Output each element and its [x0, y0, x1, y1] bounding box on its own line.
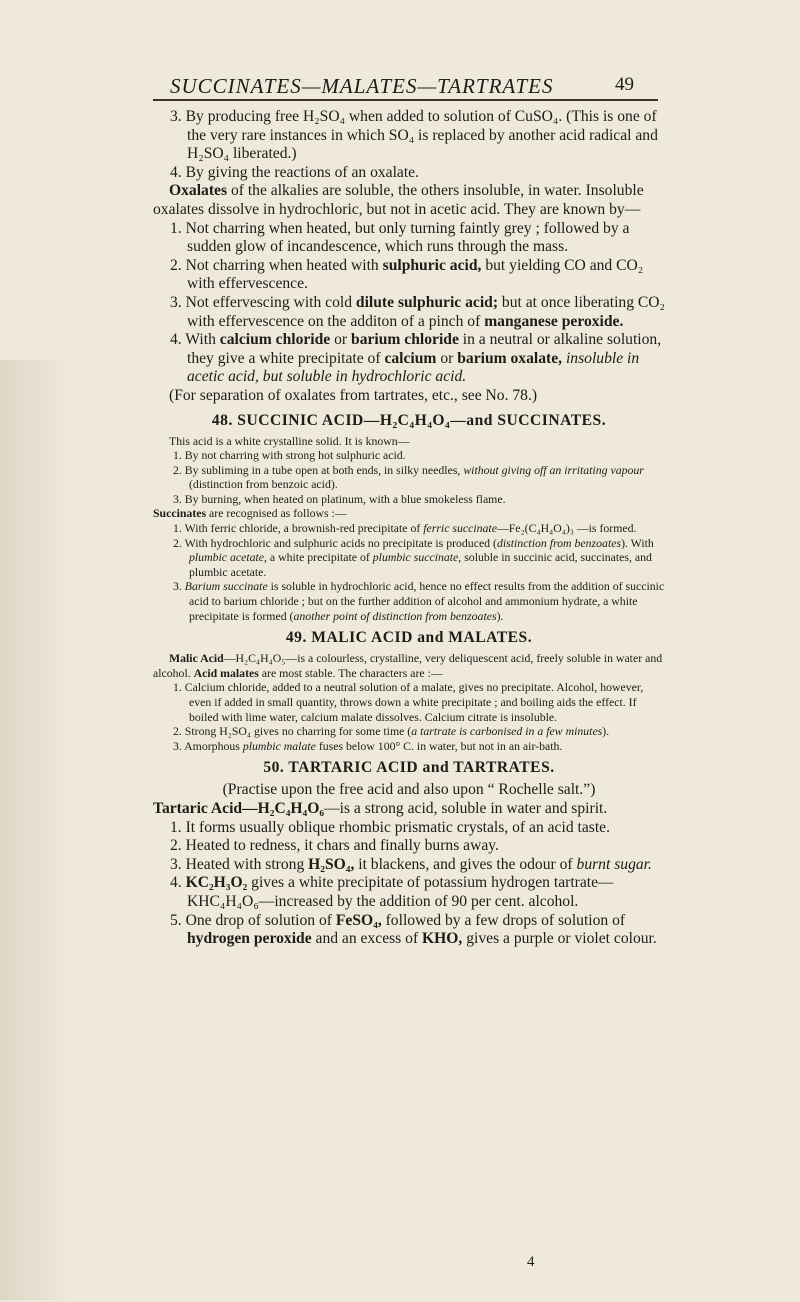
text: a white precipitate of: [266, 550, 373, 565]
oxalates-item-4: [153, 331, 665, 387]
text: but at once liberating CO₂ with effervescence on the additon of a pinch of: [187, 293, 665, 330]
text: is soluble in hydrochloric acid, hence no effect results from the addition of succinic acid to barium chloride ; but on the further addition of alcohol and ammonium hydrate, a white precipitate is formed (: [189, 579, 665, 623]
section-48-body: [153, 434, 665, 624]
section-50-body: [153, 781, 665, 948]
text: 2. Strong H₂SO₄ gives no charring for some time (: [173, 724, 412, 739]
text: 2. By subliming in a tube open at both ends, in silky needles,: [173, 462, 464, 477]
emph: calcium chloride: [219, 331, 331, 349]
running-title: SUCCINATES—MALATES—TARTRATES: [170, 74, 554, 98]
italic: a tartrate is carbonised in a few minutes: [411, 724, 603, 739]
header-rule: [153, 99, 658, 101]
emph: H₂SO₄,: [308, 855, 355, 873]
s48-item-3: 3. By burning, when heated on platinum, with a blue smokeless flame.: [173, 491, 506, 506]
emph: sulphuric acid,: [382, 256, 482, 274]
item-4: 4. By giving the reactions of an oxalate.: [170, 163, 419, 181]
s49-item-1: 1. Calcium chloride, added to a neutral solution of a malate, gives no precipitate. Alcohol, however, even if added in small quantity, throws down a white precipitate ; and boiling aids the effect. If boiled with lime water, calcium malate dissolves. Calcium citrate is insoluble.: [173, 680, 644, 724]
italic: distinction from benzoates: [496, 535, 622, 550]
emph: KC₂H₃O₂: [185, 874, 248, 892]
section-48-heading: 48. SUCCINIC ACID—H₂C₄H₄O₄—and SUCCINATES.: [211, 411, 607, 429]
text: ).: [496, 608, 504, 623]
text: 3. Not effervescing with cold: [170, 293, 356, 311]
page-stain: [0, 360, 70, 1300]
text: 4.: [170, 874, 186, 892]
text: gives a white precipitate of potassium hydrogen tartrate— KHC₄H₄O₆—increased by the addition of 90 per cent. alcohol.: [187, 874, 614, 910]
italic: burnt sugar.: [576, 855, 652, 873]
section-49-heading: 49. MALIC ACID and MALATES.: [285, 629, 533, 647]
succinates-item-1: [153, 521, 665, 536]
italic: insoluble in acetic acid, but soluble in hydrochloric acid.: [187, 349, 640, 386]
text: or: [330, 331, 352, 349]
text: 4. With: [170, 331, 220, 349]
oxalates-note: (For separation of oxalates from tartrates, etc., see No. 78.): [169, 386, 538, 404]
text: and an excess of: [311, 930, 423, 948]
page-number: 49: [615, 74, 634, 95]
oxalates-lead-rest: of the alkalies are soluble, the others insoluble, in water. Insoluble oxalates dissolve in hydrochloric, but not in acetic acid. They are known by—: [153, 182, 644, 218]
text: but yielding CO and CO₂ with effervescence.: [187, 256, 644, 293]
emph: Tartaric Acid—H₂C₄H₄O₆: [153, 799, 325, 817]
s50-item-3: [153, 856, 665, 875]
oxalates-intro: [153, 182, 665, 219]
signature-mark: 4: [527, 1254, 535, 1270]
s50-item-2: 2. Heated to redness, it chars and finally burns away.: [170, 837, 499, 855]
text: —is a strong acid, soluble in water and spirit.: [324, 799, 608, 817]
oxalates-item-1: 1. Not charring when heated, but only turning faintly grey ; followed by a sudden glow of incandescence, which runs through the mass.: [170, 219, 630, 256]
s50-item-4: [153, 874, 665, 911]
s48-item-2: [153, 463, 665, 492]
text: (distinction from benzoic acid).: [189, 477, 338, 492]
s50-practise: (Practise upon the free acid and also upon “ Rochelle salt.”): [222, 781, 596, 799]
s50-item-5: [153, 912, 665, 949]
s49-item-2: [153, 724, 665, 739]
text: or: [436, 349, 458, 367]
text: 3.: [173, 579, 185, 594]
s49-item-3: [153, 739, 665, 754]
emph: barium chloride: [351, 331, 459, 349]
text: followed by a few drops of solution of: [381, 911, 626, 929]
oxalates-item-2: [153, 257, 665, 294]
page-body: [153, 108, 665, 949]
text: 2. With hydrochloric and sulphuric acids no precipitate is produced (: [173, 535, 497, 550]
italic: plumbic succinate,: [372, 550, 462, 565]
text: it blackens, and gives the odour of: [354, 855, 577, 873]
text: are recognised as follows :—: [206, 506, 347, 521]
item-3: 3. By producing free H₂SO₄ when added to solution of CuSO₄. (This is one of the very rare instances in which SO₄ is replaced by another acid radical and H₂SO₄ liberated.): [170, 108, 658, 163]
emph: manganese peroxide.: [484, 312, 624, 330]
s49-intro: [153, 651, 665, 680]
s50-item-1: 1. It forms usually oblique rhombic prismatic crystals, of an acid taste.: [170, 818, 610, 836]
succinates-intro: [153, 506, 665, 521]
emph: barium oxalate,: [457, 349, 563, 367]
section-50-heading: 50. TARTARIC ACID and TARTRATES.: [263, 759, 555, 777]
italic: plumbic acetate,: [189, 550, 267, 565]
text: ).: [602, 724, 610, 739]
emph: calcium: [384, 349, 437, 367]
succinates-item-2: [153, 536, 665, 580]
emph: hydrogen peroxide: [187, 930, 312, 948]
oxalates-item-3: [153, 294, 665, 331]
text: 2. Not charring when heated with: [170, 256, 383, 274]
emph: Malic Acid: [169, 651, 224, 666]
text: soluble in succinic acid, succinates, and plumbic acetate.: [189, 550, 652, 579]
italic: plumbic malate: [242, 738, 316, 753]
text: are most stable. The characters are :—: [258, 665, 443, 680]
text: —Fe₂(C₄H₄O₄)₃ —is formed.: [496, 521, 637, 536]
text: gives a purple or violet colour.: [462, 930, 657, 948]
s48-item-1: 1. By not charring with strong hot sulphuric acid.: [173, 448, 406, 463]
text: 3. Amorphous: [173, 738, 243, 753]
section-49-body: [153, 651, 665, 753]
text: 1. With ferric chloride, a brownish-red precipitate of: [173, 521, 424, 536]
italic: Barium succinate: [184, 579, 268, 594]
text: —H₂C₄H₄O₅—is a colourless, crystalline, very deliquescent acid, freely soluble in water and alcohol.: [153, 651, 663, 680]
emph: dilute sulphuric acid;: [355, 293, 499, 311]
italic: without giving off an irritating vapour: [463, 462, 644, 477]
s48-intro: This acid is a white crystalline solid. It is known—: [169, 433, 410, 448]
emph: Succinates: [153, 506, 207, 521]
text: 3. Heated with strong: [170, 855, 309, 873]
oxalates-lead: Oxalates: [169, 182, 228, 200]
text: ). With: [621, 535, 654, 550]
emph: Acid malates: [193, 665, 259, 680]
emph: FeSO₄,: [335, 911, 382, 929]
top-items: [153, 108, 665, 406]
emph: KHO,: [422, 930, 463, 948]
italic: another point of distinction from benzoates: [293, 608, 497, 623]
s50-intro: [153, 800, 665, 819]
text: in a neutral or alkaline solution, they give a white precipitate of: [187, 331, 662, 367]
succinates-item-3: [153, 579, 665, 623]
text: fuses below 100° C. in water, but not in an air-bath.: [315, 738, 563, 753]
text: 5. One drop of solution of: [170, 911, 336, 929]
italic: ferric succinate: [423, 521, 497, 536]
